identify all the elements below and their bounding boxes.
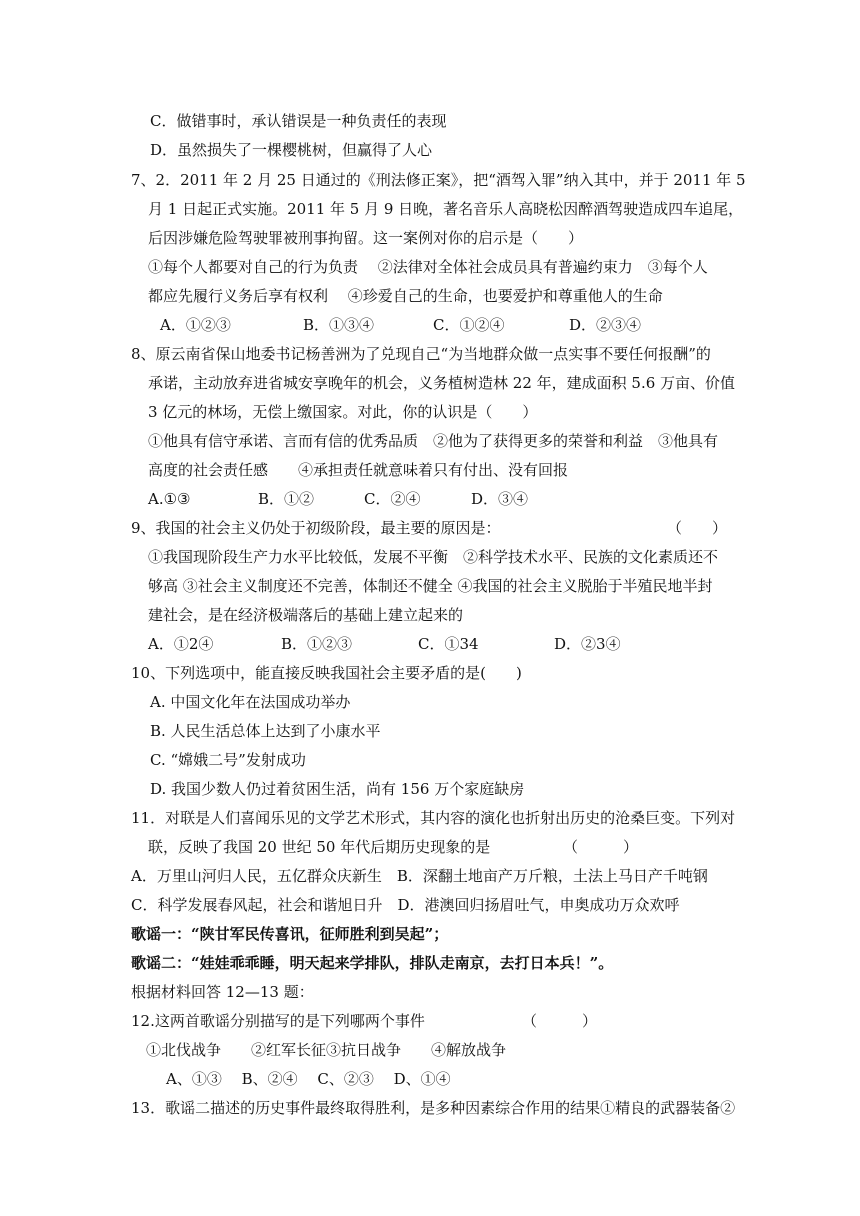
ballad-two: 歌谣二：“娃娃乖乖睡，明天起来学排队，排队走南京，去打日本兵！”。 xyxy=(131,954,614,972)
q10-option-b: B. 人民生活总体上达到了小康水平 xyxy=(150,722,381,740)
q11-answer-blank: （ ） xyxy=(563,838,639,856)
q8-options xyxy=(148,489,548,509)
ballad-one: 歌谣一：“陕甘军民传喜讯，征师胜利到吴起”； xyxy=(131,925,449,943)
material-intro: 根据材料回答 12—13 题： xyxy=(131,983,314,1001)
q9-option-d: D．②3④ xyxy=(554,635,621,653)
q8-statements-line-2: 高度的社会责任感 ④承担责任就意味着只有付出、没有回报 xyxy=(148,461,569,479)
q9-option-b: B．①②③ xyxy=(281,635,353,653)
q7-stem-line-1: 7、2．2011 年 2 月 25 日通过的《刑法修正案》，把“酒驾入罪”纳入其中，并于 2011 年 5 xyxy=(131,171,746,189)
q9-answer-blank: （ ） xyxy=(667,519,728,537)
q11-stem-line-1: 11．对联是人们喜闻乐见的文学艺术形式，其内容的演化也折射出历史的沧桑巨变。下列对 xyxy=(131,809,736,827)
q12-options: A、①③ B、②④ C、②③ D、①④ xyxy=(166,1070,451,1088)
q9-options xyxy=(148,634,628,654)
q12-answer-blank: （ ） xyxy=(522,1012,598,1030)
q9-statements-line-3: 建社会，是在经济极端落后的基础上建立起来的 xyxy=(148,606,464,624)
prev-option-d: D．虽然损失了一棵樱桃树，但赢得了人心 xyxy=(150,141,433,159)
q7-option-c: C．①②④ xyxy=(433,316,505,334)
q8-stem-line-1: 8、原云南省保山地委书记杨善洲为了兑现自己“为当地群众做一点实事不要任何报酬”的 xyxy=(131,345,711,363)
q7-option-d: D．②③④ xyxy=(569,316,642,334)
q8-option-c: C．②④ xyxy=(364,490,421,508)
q8-stem-line-3: 3 亿元的林场，无偿上缴国家。对此，你的认识是（ ） xyxy=(148,403,538,421)
q7-statements-line-1: ①每个人都要对自己的行为负责 ②法律对全体社会成员具有普遍约束力 ③每个人 xyxy=(148,258,708,276)
q9-statements-line-2: 够高 ③社会主义制度还不完善，体制还不健全 ④我国的社会主义脱胎于半殖民地半封 xyxy=(148,577,713,595)
q7-option-b: B．①③④ xyxy=(303,316,375,334)
q8-option-b: B．①② xyxy=(258,490,315,508)
q8-option-d: D．③④ xyxy=(471,490,529,508)
q9-option-c: C．①34 xyxy=(418,635,479,653)
q10-option-a: A. 中国文化年在法国成功举办 xyxy=(150,693,351,711)
q10-option-c: C. “嫦娥二号”发射成功 xyxy=(150,751,306,769)
q11-stem-line-2: 联，反映了我国 20 世纪 50 年代后期历史现象的是 xyxy=(148,838,491,856)
q9-option-a: A．①2④ xyxy=(148,635,214,653)
q7-stem-line-2: 月 1 日起正式实施。2011 年 5 月 9 日晚，著名音乐人高晓松因醉酒驾驶造成四车追尾， xyxy=(148,200,744,218)
q11-options-cd: C．科学发展春风起，社会和谐旭日升 D．港澳回归扬眉吐气，申奥成功万众欢呼 xyxy=(131,896,680,914)
q13-stem-line-1: 13．歌谣二描述的历史事件最终取得胜利，是多种因素综合作用的结果①精良的武器装备② xyxy=(131,1099,736,1117)
q12-stem: 12.这两首歌谣分别描写的是下列哪两个事件 xyxy=(131,1012,425,1030)
q8-stem-line-2: 承诺，主动放弃进省城安享晚年的机会，义务植树造林 22 年，建成面积 5.6 万亩、价值 xyxy=(148,374,736,392)
prev-option-c: C．做错事时，承认错误是一种负责任的表现 xyxy=(150,112,447,130)
q11-options-ab: A．万里山河归人民，五亿群众庆新生 B．深翻土地亩产万斤粮，土法上马日产千吨钢 xyxy=(131,867,708,885)
q7-option-a: A．①②③ xyxy=(160,316,231,334)
q7-stem-line-3: 后因涉嫌危险驾驶罪被刑事拘留。这一案例对你的启示是（ ） xyxy=(148,229,584,247)
q7-statements-line-2: 都应先履行义务后享有权利 ④珍爱自己的生命，也要爱护和尊重他人的生命 xyxy=(148,287,663,305)
q8-statements-line-1: ①他具有信守承诺、言而有信的优秀品质 ②他为了获得更多的荣誉和利益 ③他具有 xyxy=(148,432,719,450)
q7-options xyxy=(160,315,660,335)
q8-option-a: A.①③ xyxy=(148,490,191,508)
q10-stem: 10、下列选项中，能直接反映我国社会主要矛盾的是( ) xyxy=(131,664,522,682)
q12-choices: ①北伐战争 ②红军长征③抗日战争 ④解放战争 xyxy=(146,1041,507,1059)
q9-stem: 9、我国的社会主义仍处于初级阶段，最主要的原因是： xyxy=(131,519,501,537)
q9-statements-line-1: ①我国现阶段生产力水平比较低，发展不平衡 ②科学技术水平、民族的文化素质还不 xyxy=(148,548,719,566)
q10-option-d: D. 我国少数人仍过着贫困生活，尚有 156 万个家庭缺房 xyxy=(150,780,525,798)
